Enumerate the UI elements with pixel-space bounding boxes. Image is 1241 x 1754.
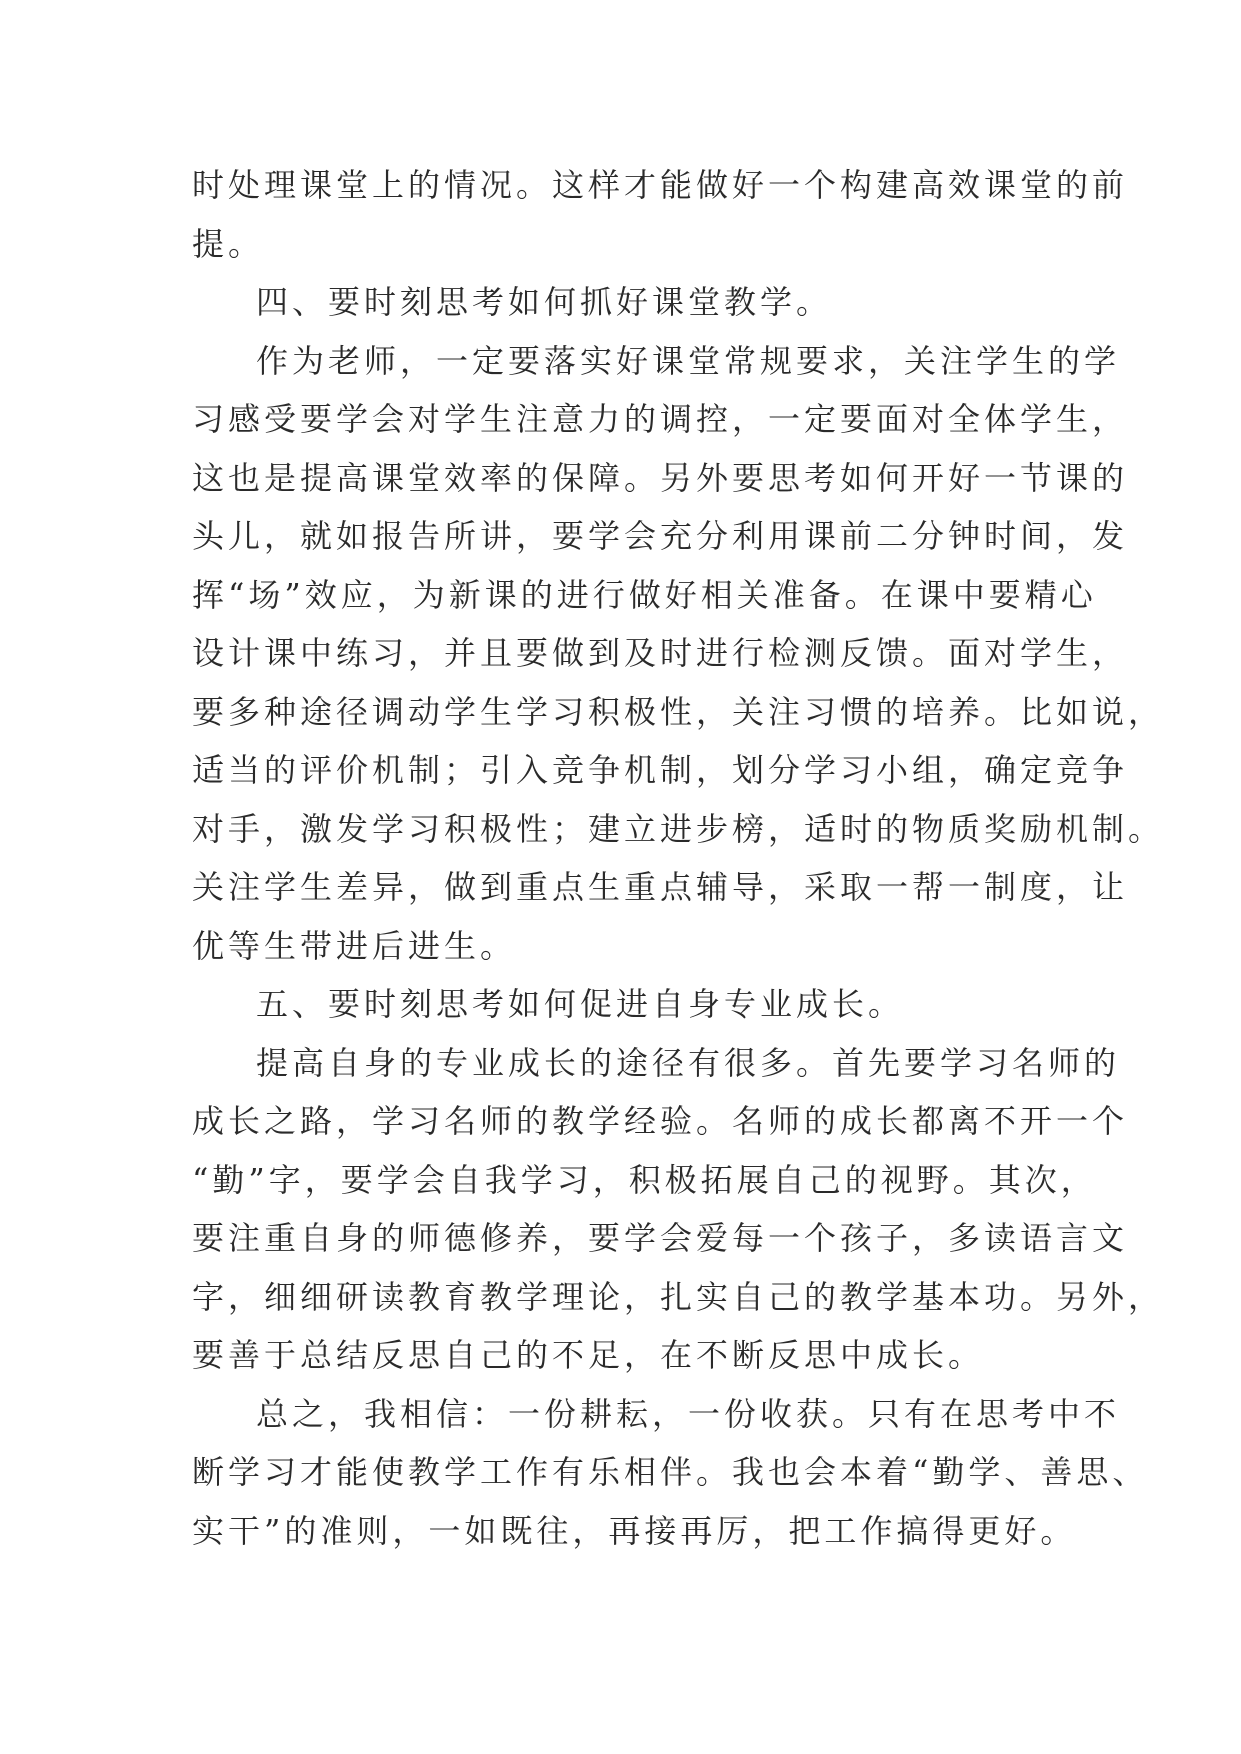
text-line: 要善于总结反思自己的不足，在不断反思中成长。 bbox=[192, 1336, 985, 1374]
text-line: 总之，我相信：一份耕耘，一份收获。只有在思考中不 bbox=[256, 1394, 1121, 1433]
text-line: 字，细细研读教育教学理论，扎实自己的教学基本功。另外， bbox=[192, 1277, 1165, 1316]
text-line: 优等生带进后进生。 bbox=[192, 926, 517, 965]
text-line: 时处理课堂上的情况。这样才能做好一个构建高效课堂的前 bbox=[192, 166, 1129, 204]
text-line: 关注学生差异，做到重点生重点辅导，采取一帮一制度，让 bbox=[192, 868, 1129, 906]
text-line: 要注重自身的师德修养，要学会爱每一个孩子，多读语言文 bbox=[192, 1219, 1129, 1257]
text-line: 提高自身的专业成长的途径有很多。首先要学习名师的 bbox=[256, 1043, 1121, 1082]
text-line: 对手，激发学习积极性；建立进步榜，适时的物质奖励机制。 bbox=[192, 809, 1165, 848]
text-line: 实干”的准则，一如既往，再接再厉，把工作搞得更好。 bbox=[192, 1511, 1077, 1550]
text-line: 要多种途径调动学生学习积极性，关注习惯的培养。比如说， bbox=[192, 692, 1165, 731]
text-line: 五、要时刻思考如何促进自身专业成长。 bbox=[256, 985, 905, 1023]
text-line: 头儿，就如报告所讲，要学会充分利用课前二分钟时间，发 bbox=[192, 517, 1129, 555]
text-line: 这也是提高课堂效率的保障。另外要思考如何开好一节课的 bbox=[192, 458, 1129, 497]
text-line: 挥“场”效应，为新课的进行做好相关准备。在课中要精心 bbox=[192, 575, 1097, 614]
text-line: “勤”字，要学会自我学习，积极拓展自己的视野。其次， bbox=[192, 1160, 1097, 1199]
text-line: 作为老师，一定要落实好课堂常规要求，关注学生的学 bbox=[256, 341, 1121, 380]
text-line: 断学习才能使教学工作有乐相伴。我也会本着“勤学、善思、 bbox=[192, 1453, 1149, 1491]
text-line: 提。 bbox=[192, 224, 265, 263]
text-line: 设计课中练习，并且要做到及时进行检测反馈。面对学生， bbox=[192, 634, 1129, 672]
text-line: 适当的评价机制；引入竞争机制，划分学习小组，确定竞争 bbox=[192, 751, 1129, 789]
document-body bbox=[192, 156, 1165, 1560]
text-line: 四、要时刻思考如何抓好课堂教学。 bbox=[256, 283, 833, 321]
text-line: 习感受要学会对学生注意力的调控，一定要面对全体学生， bbox=[192, 400, 1129, 438]
text-line: 成长之路，学习名师的教学经验。名师的成长都离不开一个 bbox=[192, 1102, 1129, 1140]
